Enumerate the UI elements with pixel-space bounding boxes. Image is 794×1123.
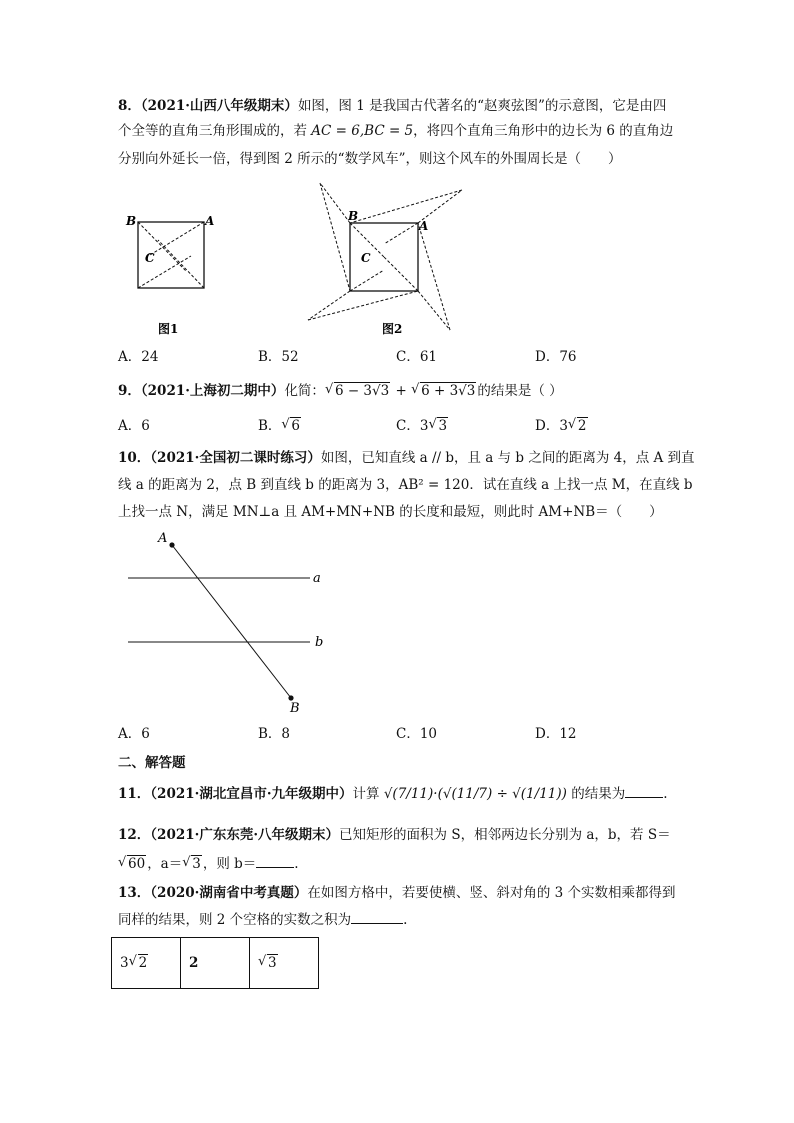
q8-option-d[interactable]: D．76 (535, 349, 577, 365)
q9-plus: + (391, 383, 412, 399)
q8-source: （2021·山西八年级期末） (140, 98, 298, 114)
q8-text3: 分别向外延长一倍，得到图 2 所示的“数学风车”，则这个风车的外围周长是（ ） (118, 151, 622, 167)
q11-line (118, 784, 668, 804)
section-heading: 二、解答题 (118, 755, 186, 771)
q9-option-a[interactable]: A．6 (118, 418, 150, 434)
q8-number: 8． (118, 98, 141, 114)
fig1-label-c: C (145, 251, 155, 265)
q9-number: 9． (118, 383, 141, 399)
q9-option-c[interactable]: C．3√ 3 (396, 416, 449, 436)
q10-line3 (118, 502, 663, 522)
q12-radical-s: √ 60 (118, 854, 147, 874)
q10-label-a-point: A (158, 531, 168, 546)
q13-cell-1: 3√ 2 (112, 938, 181, 989)
q10-option-c[interactable]: C．10 (396, 726, 438, 742)
q8-text1: 如图，图 1 是我国古代著名的“赵爽弦图”的示意图，它是由四 (297, 98, 667, 114)
q8-text2b: ，将四个直角三角形中的边长为 6 的直角边 (413, 123, 674, 139)
q10-figure (120, 530, 340, 720)
q9-radical-1: √ 6 − 3√3 (325, 381, 391, 401)
q10-number: 10． (118, 450, 151, 466)
q9-line (118, 381, 563, 401)
fig2-label-c: C (361, 251, 371, 265)
q10-label-line-a: a (313, 571, 321, 586)
q12-source: （2021·广东东莞·八年级期末） (150, 827, 340, 843)
q13-cell-2: 2 (181, 938, 250, 989)
fig1-caption: 图1 (158, 322, 179, 336)
q12-end: . (294, 856, 299, 872)
fig1-label-b: B (126, 214, 137, 228)
q13-line1 (118, 883, 676, 903)
q12-line2 (118, 854, 299, 874)
q13-grid-row (112, 938, 319, 989)
q13-line2 (118, 910, 407, 930)
q13-number: 13． (118, 885, 151, 901)
q10-line2 (118, 475, 693, 495)
q11-text-a: 计算 (352, 786, 380, 802)
fig2-label-a: A (419, 219, 429, 233)
q8-line1 (118, 96, 666, 116)
q10-label-b-point: B (290, 701, 300, 716)
q12-line1 (118, 825, 671, 845)
q13-source: （2020·湖南省中考真题） (150, 885, 308, 901)
q13-text2: 同样的结果，则 2 个空格的实数之积为 (118, 912, 352, 928)
q8-figure1 (120, 205, 220, 340)
q10-source: （2021·全国初二课时练习） (150, 450, 321, 466)
q8-given: AC = 6,BC = 5 (311, 123, 414, 139)
q12-radical-a: √ 3 (182, 854, 203, 874)
fig2-label-b: B (348, 209, 359, 223)
q9-radical-2: √ 6 + 3√3 (411, 381, 477, 401)
q13-end: . (403, 912, 408, 928)
fig1-label-a: A (205, 214, 215, 228)
q8-text2a: 个全等的直角三角形围成的，若 (118, 123, 312, 139)
q8-option-a[interactable]: A．24 (118, 349, 159, 365)
q9-option-b[interactable]: B．√ 6 (258, 416, 302, 436)
q10-line1 (118, 448, 695, 468)
q12-text1: 已知矩形的面积为 S，相邻两边长分别为 a，b，若 S＝ (339, 827, 671, 843)
q13-grid (111, 937, 319, 989)
q8-option-b[interactable]: B．52 (258, 349, 299, 365)
q10-text1: 如图，已知直线 a // b，且 a 与 b 之间的距离为 4，点 A 到直 (320, 450, 695, 466)
q12-text2b: ，则 b＝ (202, 856, 257, 872)
q11-expression: √(7/11)·(√(11/7) ÷ √(1/11)) (383, 786, 567, 802)
q12-number: 12． (118, 827, 151, 843)
q8-option-c[interactable]: C．61 (396, 349, 438, 365)
q8-line2 (118, 121, 673, 141)
fig2-caption: 图2 (382, 322, 403, 336)
q9-text-b: 的结果是（ ） (477, 383, 563, 399)
q10-option-d[interactable]: D．12 (535, 726, 577, 742)
q13-cell-3: √ 3 (250, 938, 319, 989)
q12-text2a: ，a＝ (147, 856, 183, 872)
q11-answer-blank[interactable] (625, 785, 663, 798)
q11-source: （2021·湖北宜昌市·九年级期中） (150, 786, 353, 802)
q11-text-b: 的结果为 (571, 786, 626, 802)
q8-line3 (118, 149, 621, 169)
q9-source: （2021·上海初二期中） (140, 383, 285, 399)
q11-end: . (663, 786, 668, 802)
q9-text-a: 化简： (284, 383, 325, 399)
q11-number: 11． (118, 786, 151, 802)
q10-label-line-b: b (315, 635, 324, 650)
q13-text1: 在如图方格中，若要使横、竖、斜对角的 3 个实数相乘都得到 (307, 885, 676, 901)
q9-option-d[interactable]: D．3√ 2 (535, 416, 589, 436)
q10-text2: 线 a 的距离为 2，点 B 到直线 b 的距离为 3，AB² = 120．试在直线 a 上找一点 M，在直线 b (118, 477, 693, 493)
q10-option-b[interactable]: B．8 (258, 726, 291, 742)
q10-text3: 上找一点 N，满足 MN⊥a 且 AM+MN+NB 的长度和最短，则此时 AM+NB＝（ ） (118, 504, 663, 520)
q10-option-a[interactable]: A．6 (118, 726, 150, 742)
q12-answer-blank[interactable] (256, 855, 294, 868)
q8-figure2 (300, 178, 470, 343)
q13-answer-blank[interactable] (351, 911, 403, 924)
